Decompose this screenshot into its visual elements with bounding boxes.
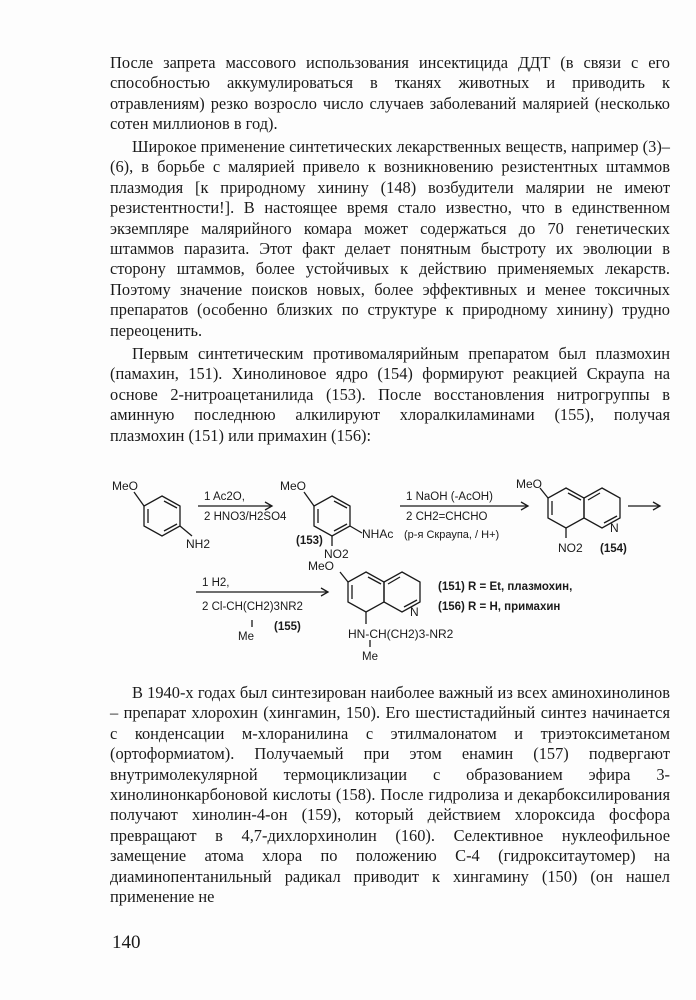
label-153: (153): [296, 535, 323, 547]
paragraph-chloroquine: В 1940-х годах был синтезирован наиболее важный из всех аминохинолинов – препарат хлорохин (хингамин, 150). Его шестистадийный синтез начинается с конденсации м-хлоранилина с этилмалонатом и триэтоксиметаном (ортоформиатом). Получаемый при этом енамин (157) подвергают внутримолекулярной термоциклизации с образованием эфира 3-хинолинонкарбоновой кислоты (158). После гидролиза и декарбоксилирования получают хинолин-4-он (159), который действием хлороксида фосфора превращают в 4,7-дихлорхинолин (160). Селективное нуклеофильное замещение атома хлора по положению С-4 (гидрокситаутомер) на диаминопентанильный радикал приводит к хингамину (150) (он нашел применение не: [110, 683, 670, 907]
product-side-chain: HN-CH(CH2)3-NR2: [348, 627, 454, 641]
synthesis-scheme: [100, 470, 680, 680]
step3-reagent-2: 2 Cl-CH(CH2)3NR2: [202, 601, 303, 613]
legend-156: (156) R = H, примахин: [438, 601, 561, 613]
start-meo: MeO: [112, 479, 139, 493]
step1-reagent-1: 1 Ac2O,: [204, 491, 245, 503]
step3-me: Me: [238, 631, 254, 643]
ring-154-benzo: [548, 488, 584, 528]
c154-no2: NO2: [558, 541, 583, 555]
c153-nhac: NHAc: [362, 527, 394, 541]
c153-meo: MeO: [280, 479, 307, 493]
step1-reagent-2: 2 HNO3/H2SO4: [204, 511, 287, 523]
label-155: (155): [274, 621, 301, 633]
product-n: N: [410, 605, 419, 619]
product-me: Me: [362, 651, 378, 663]
step2-reagent-2: 2 CH2=CHCHO: [406, 511, 488, 523]
ring-anisidine: [144, 496, 180, 536]
paragraph-plasmoquine: Первым синтетическим противомалярийным препаратом был плазмохин (памахин, 151). Хинолиновое ядро (154) формируют реакцией Скраупа на основе 2-нитроацетанилида (153). После восстановления нитрогруппы в аминную последнюю алкилируют хлоралкиламинами (155), получая плазмохин (151) или примахин (156):: [110, 344, 670, 445]
label-154: (154): [600, 543, 627, 555]
c154-n: N: [610, 521, 619, 535]
paragraph-ddt-ban: После запрета массового использования инсектицида ДДТ (в связи с его способностью аккумулироваться в тканях животных и приводить к отравлениям) резко возросло число случаев заболеваний малярией (несколько сотен миллионов в год).: [110, 53, 670, 134]
legend-151: (151) R = Et, плазмохин,: [438, 581, 573, 593]
page-number: 140: [112, 932, 141, 953]
step2-note: (р-я Скраупа, / H+): [404, 529, 500, 541]
start-nh2: NH2: [186, 537, 211, 551]
c153-no2: NO2: [324, 547, 349, 561]
paragraph-resistance: Широкое применение синтетических лекарственных веществ, например (3)–(6), в борьбе с малярией привело к возникновению резистентных штаммов плазмодия [к природному хинину (148) возбудители малярии не имеют резистентности!]. В настоящее время стало известно, что в единственном экземпляре малярийного комара может содержаться до 70 генетических штаммов паразита. Этот факт делает понятным быстроту их эволюции в сторону штаммов, более устойчивых к действию применяемых лекарств. Поэтому значение поисков новых, более эффективных и менее токсичных препаратов (особенно близких по структуре к природному хинину) трудно переоценить.: [110, 137, 670, 340]
step2-reagent-1: 1 NaOH (-AcOH): [406, 491, 493, 503]
ring-153: [314, 496, 350, 536]
c154-meo: MeO: [516, 477, 543, 491]
ring-product-benzo: [348, 572, 384, 612]
product-meo: MeO: [308, 559, 335, 573]
step3-reagent-1: 1 H2,: [202, 577, 230, 589]
